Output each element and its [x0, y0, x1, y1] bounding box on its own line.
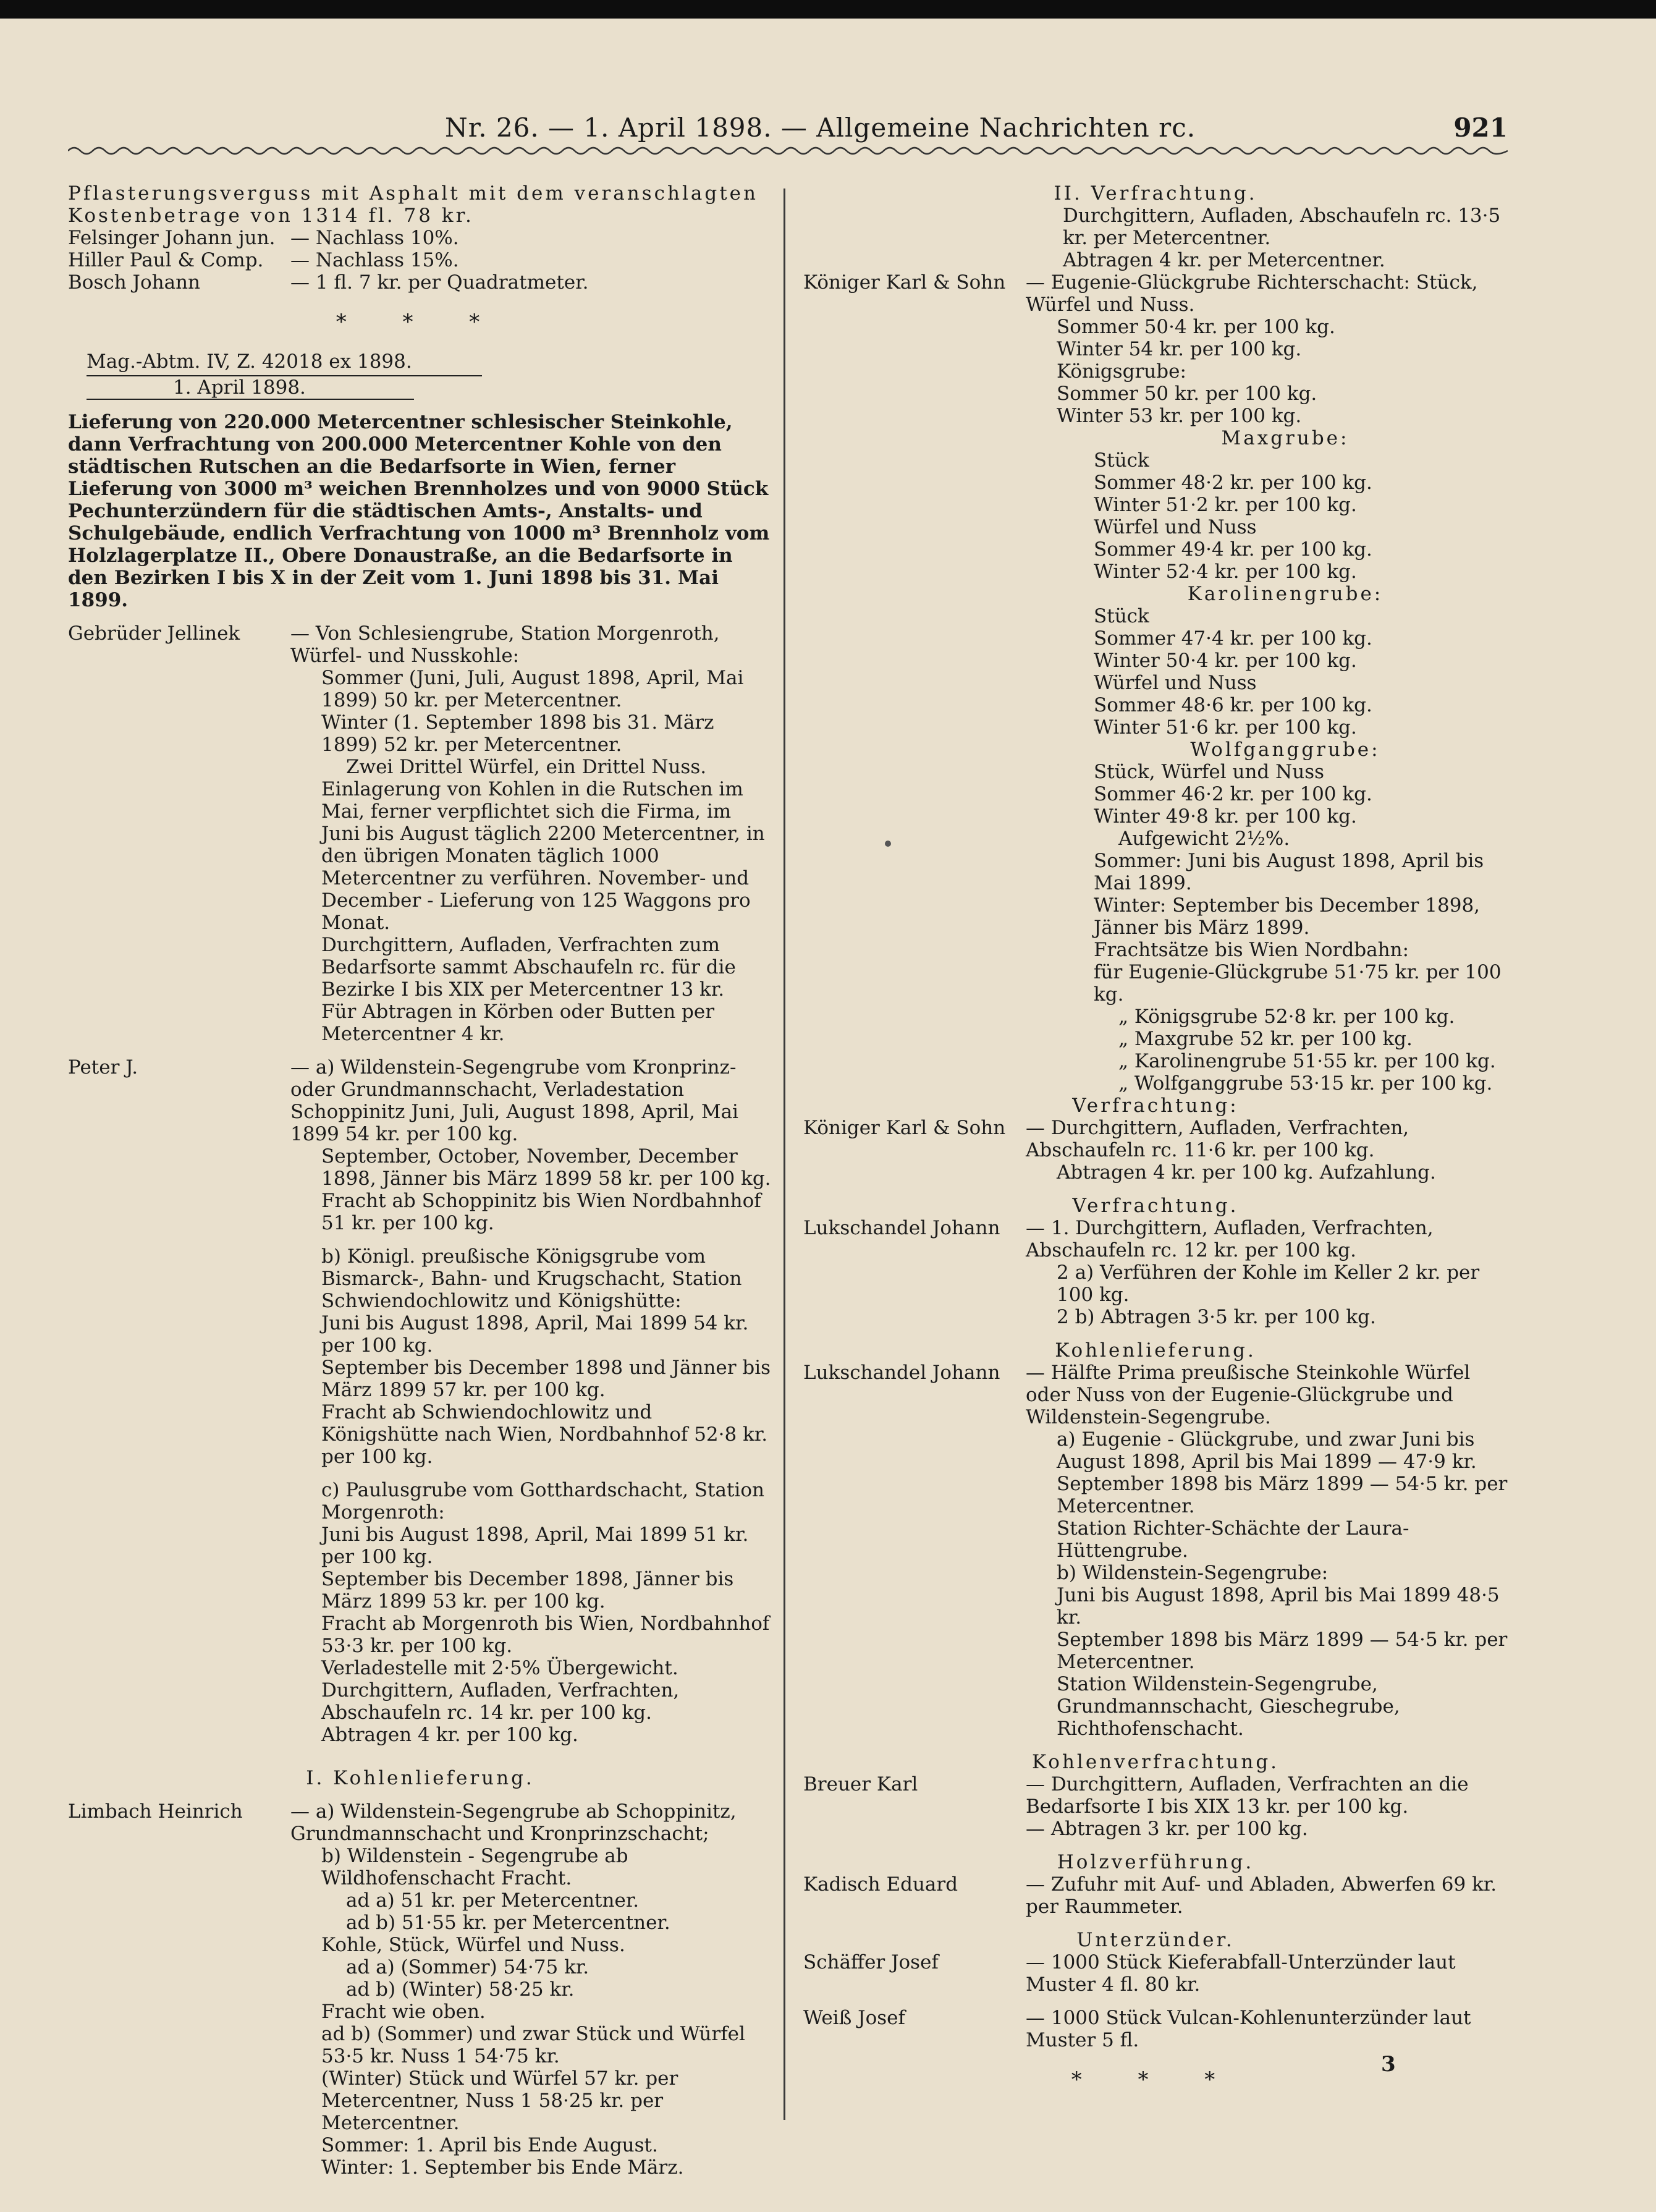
bid-line: Sommer 47·4 kr. per 100 kg.	[1094, 627, 1372, 650]
bid-line: Winter (1. September 1898 bis 31. März 1899) 52 kr. per Metercentner.	[321, 711, 714, 756]
bid-line: Sommer 48·2 kr. per 100 kg.	[1094, 472, 1372, 494]
bid-line: Winter 52·4 kr. per 100 kg.	[1094, 561, 1357, 583]
bidder-entry	[803, 1873, 1508, 1918]
bid-line: — Durchgittern, Aufladen, Verfrachten, Abschaufeln rc. 11·6 kr. per 100 kg.	[1026, 1117, 1409, 1161]
bidder-entry	[803, 1773, 1508, 1840]
bid-details	[1026, 1773, 1508, 1840]
page-header	[68, 87, 1508, 148]
bidder-entry	[803, 1362, 1508, 1740]
bid-line: Abtragen 4 kr. per Metercentner.	[1063, 249, 1385, 271]
bid-line: ad a) (Sommer) 54·75 kr.	[346, 1956, 589, 1978]
bid-line: Sommer 50 kr. per 100 kg.	[1057, 383, 1317, 405]
bid-line: Fracht ab Schwiendochlowitz und Königshütte nach Wien, Nordbahnhof 52·8 kr. per 100 kg.	[321, 1401, 768, 1468]
section-title: II. Verfrachtung.	[1054, 182, 1257, 205]
bid-line: Einlagerung von Kohlen in die Rutschen im Mai, ferner verpflichtet sich die Firma, im Juni bis August täglich 2200 Metercentner, in den übrigen Monaten täglich 1000 Metercentner zu verführen. November- und December - Lieferung von 125 Waggons pro Monat.	[321, 778, 765, 934]
bid-line: Zwei Drittel Würfel, ein Drittel Nuss.	[346, 756, 707, 778]
bidder-name: Hiller Paul & Comp.	[68, 249, 264, 271]
header-title: Nr. 26. — 1. April 1898. — Allgemeine Nachrichten rc.	[445, 112, 1196, 143]
bid-line: Königsgrube:	[1057, 360, 1186, 383]
bidder-name: Königer Karl & Sohn	[803, 1117, 1006, 1139]
bid-line: Sommer (Juni, Juli, August 1898, April, Mai 1899) 50 kr. per Metercentner.	[321, 667, 744, 711]
bid-line: — 1000 Stück Vulcan-Kohlenunterzünder laut Muster 5 fl.	[1026, 2007, 1471, 2051]
section-title: Unterzünder.	[1076, 1929, 1235, 1951]
mine-title: Karolinengrube:	[1187, 583, 1384, 605]
bid-line: Juni bis August 1898, April bis Mai 1899 48·5 kr.	[1057, 1584, 1500, 1629]
bid-line: (Winter) Stück und Würfel 57 kr. per Metercentner, Nuss 1 58·25 kr. per Metercentner.	[321, 2067, 678, 2134]
bid-details	[1026, 1362, 1508, 1740]
right-column	[803, 182, 1508, 2102]
page-number: 921	[1453, 112, 1508, 143]
bid-line: b) Wildenstein - Segengrube ab Wildhofenschacht Fracht.	[321, 1845, 628, 1889]
bid-line: ad b) (Sommer) und zwar Stück und Würfel 53·5 kr. Nuss 1 54·75 kr.	[321, 2023, 745, 2067]
bid-line: Stück	[1094, 605, 1149, 627]
bidder-name: Lukschandel Johann	[803, 1362, 1000, 1384]
mine-block-wolfgang	[803, 739, 1508, 1095]
bid-line: Kohle, Stück, Würfel und Nuss.	[321, 1934, 625, 1956]
bidder-entry	[68, 1056, 772, 1746]
bidder-entry	[803, 2007, 1508, 2051]
left-column	[68, 182, 777, 2179]
section-title: Kohlenverfrachtung.	[1031, 1751, 1280, 1773]
bid-line: Würfel und Nuss	[1094, 516, 1257, 538]
bid-line: Winter 54 kr. per 100 kg.	[1057, 338, 1302, 360]
bidder-name: Felsinger Johann jun.	[68, 227, 276, 249]
bid-line: Winter 49·8 kr. per 100 kg.	[1094, 805, 1357, 828]
bid-details	[1026, 1217, 1508, 1328]
section-stars: * * *	[336, 310, 505, 334]
bid-text: — 1 fl. 7 kr. per Quadratmeter.	[290, 271, 589, 294]
bid-line: Juni bis August 1898, April, Mai 1899 54 kr. per 100 kg.	[321, 1312, 749, 1357]
bid-line: Winter 51·2 kr. per 100 kg.	[1094, 494, 1357, 516]
bid-line: Sommer 49·4 kr. per 100 kg.	[1094, 538, 1372, 561]
mine-block-max	[803, 427, 1508, 583]
bid-line: Fracht ab Schoppinitz bis Wien Nordbahnhof 51 kr. per 100 kg.	[321, 1190, 761, 1234]
bid-line: September, October, November, December 1898, Jänner bis März 1899 58 kr. per 100 kg.	[321, 1145, 771, 1190]
bid-line: Durchgittern, Aufladen, Abschaufeln rc. 13·5 kr. per Metercentner.	[1063, 205, 1501, 249]
bid-line: a) Eugenie - Glückgrube, und zwar Juni bis August 1898, April bis Mai 1899 — 47·9 kr. September 1898 bis März 1899 — 54·5 kr. per Metercentner.	[1057, 1428, 1508, 1517]
bid-line: Frachtsätze bis Wien Nordbahn:	[1094, 939, 1409, 961]
bid-line: Abtragen 4 kr. per 100 kg.	[321, 1724, 578, 1746]
bidder-name: Kadisch Eduard	[803, 1873, 958, 1896]
bid-line: — Eugenie-Glückgrube Richterschacht: Stück, Würfel und Nuss.	[1026, 271, 1478, 316]
mine-block-karolinen	[803, 583, 1508, 739]
bid-line: „ Karolinengrube 51·55 kr. per 100 kg.	[1118, 1050, 1496, 1072]
bid-line: b) Wildenstein-Segengrube:	[1057, 1562, 1329, 1584]
bid-line: — a) Wildenstein-Segengrube vom Kronprinz- oder Grundmannschacht, Verladestation Schoppinitz Juni, Juli, August 1898, April, Mai 1899 54 kr. per 100 kg.	[290, 1056, 738, 1145]
bidder-entry	[68, 622, 772, 1045]
bid-line: Sommer 48·6 kr. per 100 kg.	[1094, 694, 1372, 716]
bid-line: 2 a) Verführen der Kohle im Keller 2 kr. per 100 kg.	[1057, 1261, 1480, 1306]
bid-line: ad b) 51·55 kr. per Metercentner.	[346, 1912, 670, 1934]
bid-line: Stück	[1094, 449, 1149, 472]
bid-line: — a) Wildenstein-Segengrube ab Schoppinitz, Grundmannschacht und Kronprinzschacht;	[290, 1800, 737, 1845]
bidder-entry	[803, 271, 1508, 427]
bidder-name: Peter J.	[68, 1056, 138, 1078]
bid-line: Fracht wie oben.	[321, 2001, 486, 2023]
bid-line: Juni bis August 1898, April, Mai 1899 51 kr. per 100 kg.	[321, 1523, 749, 1568]
bid-line: Sommer: 1. April bis Ende August.	[321, 2134, 658, 2156]
bid-line: Sommer: Juni bis August 1898, April bis Mai 1899.	[1094, 850, 1484, 894]
newspaper-page	[0, 19, 1656, 2212]
bid-line: — Von Schlesiengrube, Station Morgenroth, Würfel- und Nusskohle:	[290, 622, 720, 667]
bid-line: ad a) 51 kr. per Metercentner.	[346, 1889, 640, 1912]
bid-line: September bis December 1898 und Jänner bis März 1899 57 kr. per 100 kg.	[321, 1357, 771, 1401]
bidder-name: Lukschandel Johann	[803, 1217, 1000, 1239]
bid-line: Winter 53 kr. per 100 kg.	[1057, 405, 1302, 427]
bid-line: Durchgittern, Aufladen, Verfrachten zum Bedarfsorte sammt Abschaufeln rc. für die Bezirke I bis XIX per Metercentner 13 kr.	[321, 934, 736, 1001]
bid-line: — Hälfte Prima preußische Steinkohle Würfel oder Nuss von der Eugenie-Glückgrube und Wildenstein-Segengrube.	[1026, 1362, 1471, 1428]
bid-line: — Durchgittern, Aufladen, Verfrachten an die Bedarfsorte I bis XIX 13 kr. per 100 kg.	[1026, 1773, 1469, 1818]
bid-line: „ Königsgrube 52·8 kr. per 100 kg.	[1118, 1006, 1455, 1028]
bid-details	[290, 1800, 772, 2179]
list-item	[68, 271, 772, 294]
bidder-name: Limbach Heinrich	[68, 1800, 243, 1823]
section-lines	[803, 205, 1508, 271]
bid-line: September bis December 1898, Jänner bis März 1899 53 kr. per 100 kg.	[321, 1568, 734, 1612]
section-title: Verfrachtung.	[1072, 1195, 1239, 1217]
list-item	[68, 227, 772, 249]
bid-line: Station Richter-Schächte der Laura-Hüttengrube.	[1057, 1517, 1409, 1562]
bid-line: Fracht ab Morgenroth bis Wien, Nordbahnhof 53·3 kr. per 100 kg.	[321, 1612, 770, 1657]
bidder-name: Breuer Karl	[803, 1773, 918, 1795]
bidder-name: Königer Karl & Sohn	[803, 271, 1006, 294]
section-title: Verfrachtung:	[1072, 1095, 1239, 1117]
bidder-name: Weiß Josef	[803, 2007, 905, 2029]
bid-line: 2 b) Abtragen 3·5 kr. per 100 kg.	[1057, 1306, 1376, 1328]
intro-text: Pflasterungsverguss mit Asphalt mit dem veranschlagten Kostenbetrage von 1314 fl. 78 kr.	[68, 182, 767, 227]
bid-line: Verladestelle mit 2·5% Übergewicht.	[321, 1657, 678, 1679]
reference-block	[68, 350, 482, 400]
bid-line: b) Königl. preußische Königsgrube vom Bismarck-, Bahn- und Krugschacht, Station Schwiendochlowitz und Königshütte:	[321, 1245, 742, 1312]
bid-line: Station Wildenstein-Segengrube, Grundmannschacht, Gieschegrube, Richthofenschacht.	[1057, 1673, 1400, 1740]
bidder-entry	[68, 1800, 772, 2179]
bid-details	[1026, 1873, 1508, 1918]
section-stars: * * *	[1071, 2067, 1240, 2092]
bid-line: ad b) (Winter) 58·25 kr.	[346, 1978, 575, 2001]
bid-text: — Nachlass 15%.	[290, 249, 459, 271]
bid-line: September 1898 bis März 1899 — 54·5 kr. per Metercentner.	[1057, 1629, 1508, 1673]
bid-line: „ Maxgrube 52 kr. per 100 kg.	[1118, 1028, 1413, 1050]
bid-line: — 1000 Stück Kieferabfall-Unterzünder laut Muster 4 fl. 80 kr.	[1026, 1951, 1456, 1996]
mine-title: Maxgrube:	[1221, 427, 1350, 449]
bid-line: Sommer 46·2 kr. per 100 kg.	[1094, 783, 1372, 805]
bid-line: Würfel und Nuss	[1094, 672, 1257, 694]
bid-details	[1026, 271, 1508, 427]
bid-details	[1026, 1117, 1508, 1184]
bid-line: — Abtragen 3 kr. per 100 kg.	[1026, 1818, 1308, 1840]
bid-line: für Eugenie-Glückgrube 51·75 kr. per 100 kg.	[1094, 961, 1502, 1006]
reference-number: Mag.-Abtm. IV, Z. 42018 ex 1898.	[87, 350, 482, 376]
section-title: Kohlenlieferung.	[1055, 1339, 1256, 1362]
bid-line: „ Wolfganggrube 53·15 kr. per 100 kg.	[1118, 1072, 1493, 1095]
bid-details	[1026, 1951, 1508, 1996]
bid-line: Stück, Würfel und Nuss	[1094, 761, 1325, 783]
bid-line: Für Abtragen in Körben oder Butten per Metercentner 4 kr.	[321, 1001, 715, 1045]
bid-line: Winter: September bis December 1898, Jänner bis März 1899.	[1094, 894, 1481, 939]
section-title: Holzverführung.	[1057, 1851, 1254, 1873]
bidder-name: Bosch Johann	[68, 271, 201, 294]
bid-line: — Zufuhr mit Auf- und Abladen, Abwerfen 69 kr. per Raummeter.	[1026, 1873, 1497, 1918]
bid-line: c) Paulusgrube vom Gotthardschacht, Station Morgenroth:	[321, 1479, 764, 1523]
bidder-entry	[803, 1217, 1508, 1328]
bid-line: Abtragen 4 kr. per 100 kg. Aufzahlung.	[1057, 1161, 1436, 1184]
bid-text: — Nachlass 10%.	[290, 227, 459, 249]
section-heading: Lieferung von 220.000 Metercentner schlesischer Steinkohle, dann Verfrachtung von 200.000 Metercentner Kohle von den städtischen Rutschen an die Bedarfsorte in Wien, ferner Lieferung von 3000 m³ weichen Brennholzes und von 9000 Stück Pechunterzündern für die städtischen Amts-, Anstalts- und Schulgebäude, endlich Verfrachtung von 1000 m³ Brennholz vom Holzlagerplatze II., Obere Donaustraße, an die Bedarfsorte in den Bezirken I bis X in der Zeit vom 1. Juni 1898 bis 31. Mai 1899.	[68, 411, 777, 611]
bidder-name: Schäffer Josef	[803, 1951, 939, 1973]
bid-details	[290, 622, 772, 1045]
list-item	[68, 249, 772, 271]
bid-line: Winter: 1. September bis Ende März.	[321, 2156, 684, 2179]
bid-details	[1026, 2007, 1508, 2051]
bid-line: Winter 51·6 kr. per 100 kg.	[1094, 716, 1357, 739]
bidder-entry	[803, 1951, 1508, 1996]
reference-date: 1. April 1898.	[87, 376, 414, 400]
intro-entries	[68, 227, 772, 294]
bid-line: Winter 50·4 kr. per 100 kg.	[1094, 650, 1357, 672]
bidder-entry	[803, 1117, 1508, 1184]
bidder-name: Gebrüder Jellinek	[68, 622, 240, 645]
bid-details	[290, 1056, 772, 1746]
bid-line: Aufgewicht 2½%.	[1118, 828, 1290, 850]
mine-title: Wolfganggrube:	[1190, 739, 1380, 761]
section-title: I. Kohlenlieferung.	[306, 1767, 534, 1789]
sheet-number: 3	[1381, 2052, 1396, 2077]
bid-line: — 1. Durchgittern, Aufladen, Verfrachten, Abschaufeln rc. 12 kr. per 100 kg.	[1026, 1217, 1434, 1261]
header-wavy-rule	[68, 142, 1508, 159]
bid-line: Durchgittern, Aufladen, Verfrachten, Abschaufeln rc. 14 kr. per 100 kg.	[321, 1679, 680, 1724]
column-divider	[784, 189, 785, 2120]
bid-line: Sommer 50·4 kr. per 100 kg.	[1057, 316, 1335, 338]
